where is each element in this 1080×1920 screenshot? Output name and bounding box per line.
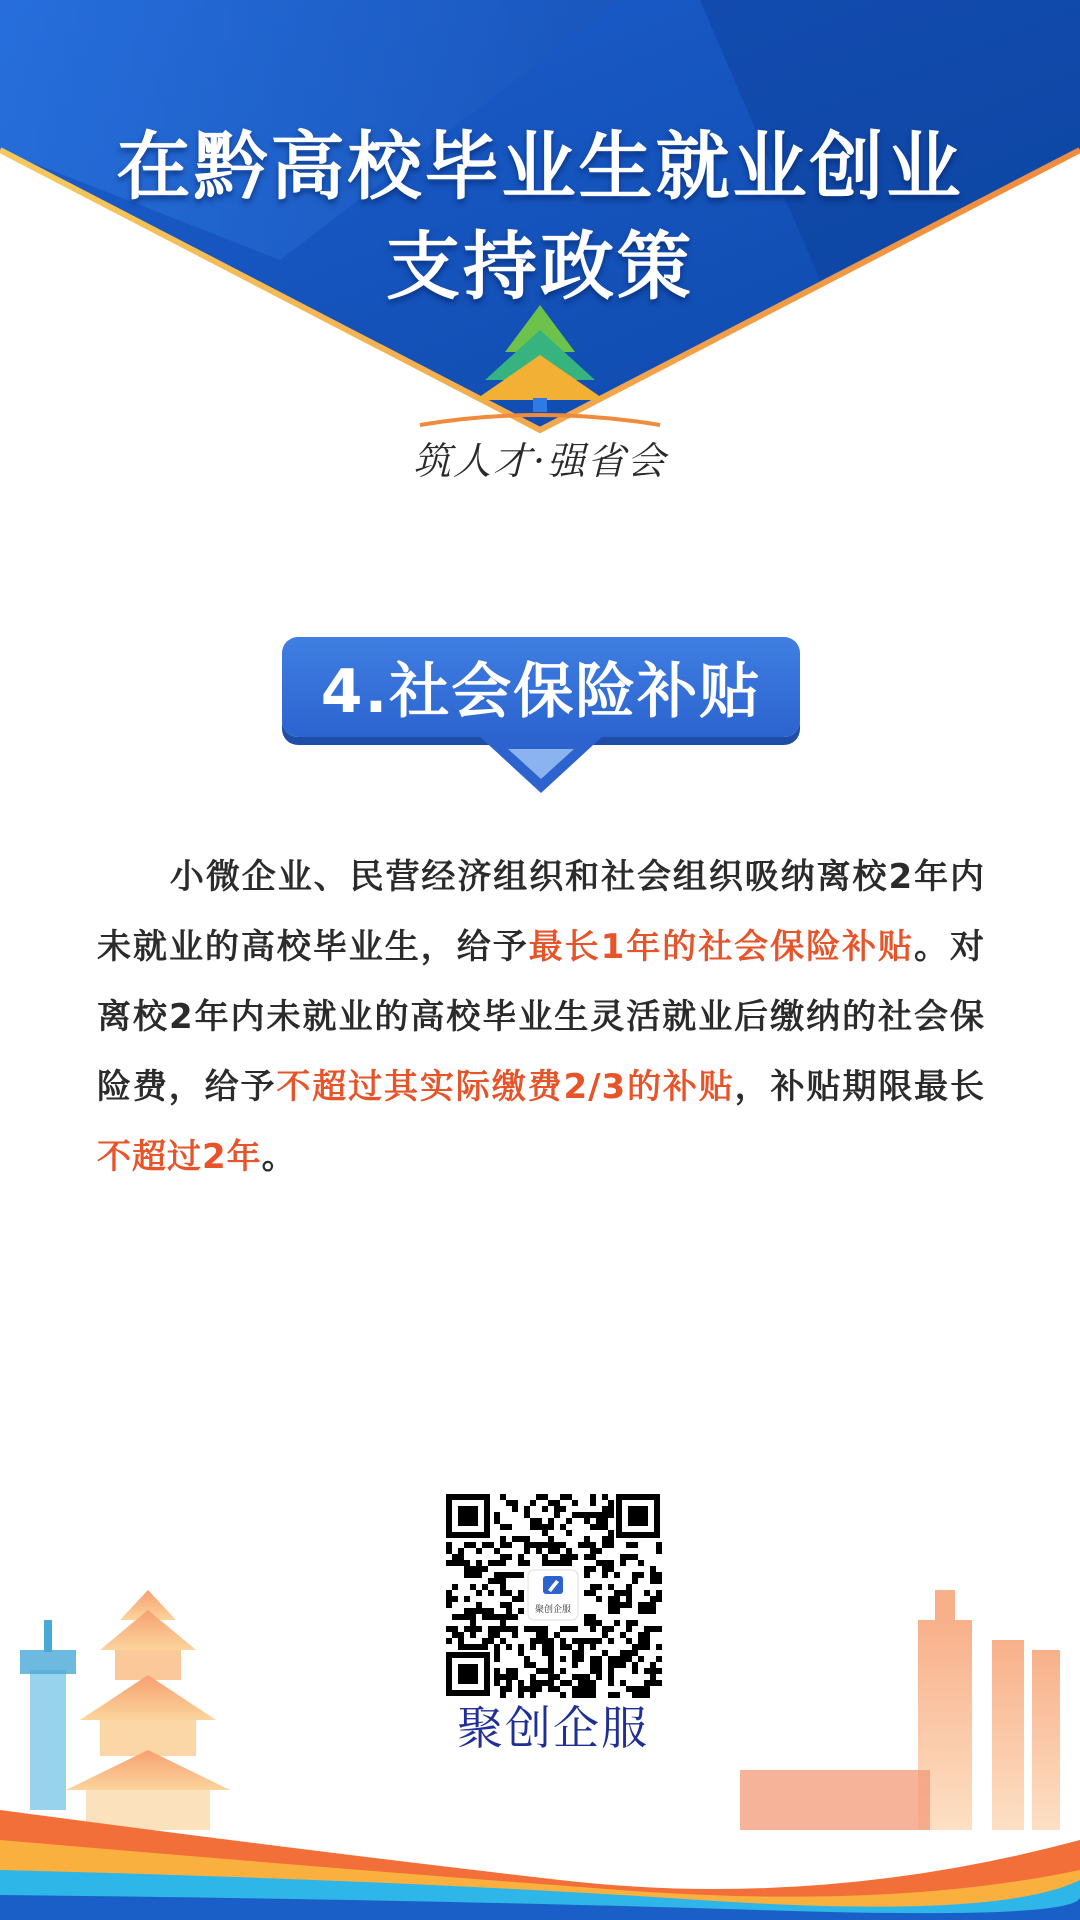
qr-code[interactable] xyxy=(442,1490,664,1700)
policy-text xyxy=(97,842,985,1192)
skyscrapers-icon xyxy=(740,1590,1060,1830)
section-label: 4.社会保险补贴 xyxy=(282,637,800,737)
policy-highlight-2: 不超过其实际缴费2/3的补贴 xyxy=(276,1067,735,1107)
policy-highlight-3: 不超过2年 xyxy=(97,1137,262,1177)
policy-text-4: 。 xyxy=(261,1137,297,1177)
policy-text-1: 小微企业、民营经济组织和社会组织吸纳离校2年内未就业的高校毕业生，给予 xyxy=(97,857,985,967)
label-pointer-icon xyxy=(478,735,604,793)
policy-text-3: ，补贴期限最长 xyxy=(734,1067,986,1107)
pavilion-icon xyxy=(66,1590,230,1830)
qr-label: 聚创企服 xyxy=(457,1701,649,1755)
page-title-line2: 支持政策 xyxy=(386,224,694,310)
slogan: 筑人才·强省会 xyxy=(412,439,668,483)
policy-text-2: 。对离校2年内未就业的高校毕业生灵活就业后缴纳的社会保险费，给予 xyxy=(97,927,986,1107)
policy-paragraph xyxy=(97,842,985,1192)
tower-icon xyxy=(20,1620,76,1810)
qr-center-text: 聚创企服 xyxy=(534,1605,572,1615)
brand-logo-icon xyxy=(543,1576,563,1594)
policy-highlight-1: 最长1年的社会保险补贴 xyxy=(528,927,915,967)
page-title-line1: 在黔高校毕业生就业创业 xyxy=(116,124,964,210)
